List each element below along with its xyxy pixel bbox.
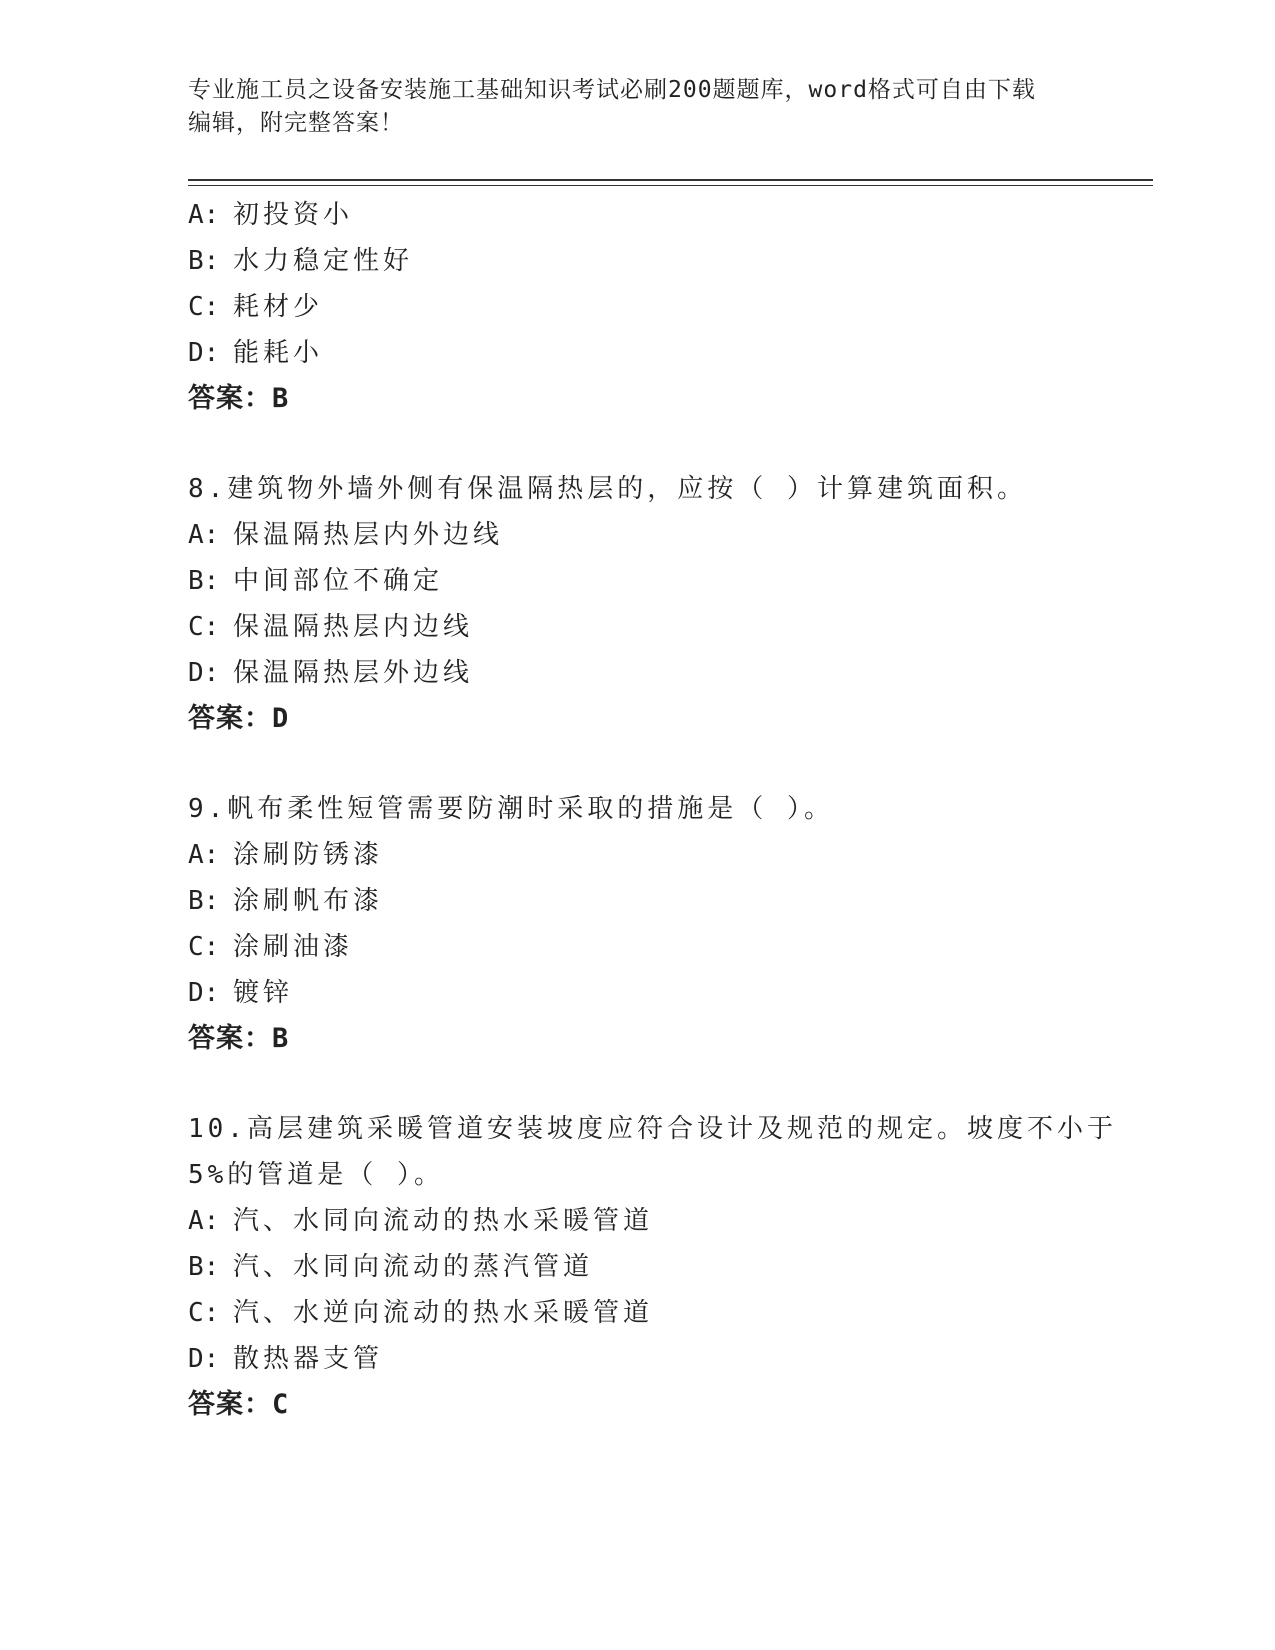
option-letter: A: <box>188 520 220 550</box>
option-d <box>188 330 1088 376</box>
option-letter: B: <box>188 566 220 596</box>
question-list <box>188 192 1117 1428</box>
option-a <box>188 1198 1088 1244</box>
header-divider-thick <box>188 179 1153 181</box>
question-block-9 <box>188 786 1088 1062</box>
question-block-7 <box>188 192 1088 422</box>
option-letter: B: <box>188 246 220 276</box>
option-d <box>188 1336 1088 1382</box>
option-text: 镀锌 <box>233 978 294 1008</box>
document-header <box>188 74 1088 140</box>
option-b <box>188 238 1088 284</box>
spacer <box>188 422 1088 466</box>
question-block-10 <box>188 1106 1117 1428</box>
option-text: 涂刷帆布漆 <box>233 886 384 916</box>
header-divider-thin <box>188 185 1153 186</box>
option-letter: D: <box>188 1344 220 1374</box>
option-text: 汽、水逆向流动的热水采暖管道 <box>233 1298 654 1328</box>
option-text: 保温隔热层外边线 <box>233 658 474 688</box>
question-text-line-1: 10.高层建筑采暖管道安装坡度应符合设计及规范的规定。坡度不小于 <box>188 1114 1117 1144</box>
option-c <box>188 924 1088 970</box>
option-b <box>188 1244 1088 1290</box>
question-block-8 <box>188 466 1088 742</box>
option-letter: D: <box>188 978 220 1008</box>
option-d <box>188 970 1088 1016</box>
option-text: 汽、水同向流动的热水采暖管道 <box>233 1206 654 1236</box>
option-text: 能耗小 <box>233 338 324 368</box>
question-text: 8.建筑物外墙外侧有保温隔热层的，应按（ ）计算建筑面积。 <box>188 474 1027 504</box>
option-text: 保温隔热层内边线 <box>233 612 474 642</box>
option-letter: B: <box>188 886 220 916</box>
option-b <box>188 878 1088 924</box>
option-d <box>188 650 1088 696</box>
answer-label: 答案：D <box>188 703 290 734</box>
spacer <box>188 1062 1088 1106</box>
option-c <box>188 1290 1088 1336</box>
option-a <box>188 832 1088 878</box>
option-c <box>188 284 1088 330</box>
option-letter: D: <box>188 338 220 368</box>
option-text: 涂刷油漆 <box>233 932 354 962</box>
option-a <box>188 512 1088 558</box>
option-letter: C: <box>188 1298 220 1328</box>
option-text: 涂刷防锈漆 <box>233 840 384 870</box>
option-letter: A: <box>188 200 220 230</box>
option-text: 耗材少 <box>233 292 324 322</box>
option-letter: C: <box>188 292 220 322</box>
option-letter: C: <box>188 932 220 962</box>
option-letter: B: <box>188 1252 220 1282</box>
answer-label: 答案：C <box>188 1389 290 1420</box>
question-text: 9.帆布柔性短管需要防潮时采取的措施是（ ）。 <box>188 794 834 824</box>
option-letter: D: <box>188 658 220 688</box>
option-text: 保温隔热层内外边线 <box>233 520 504 550</box>
option-letter: A: <box>188 1206 220 1236</box>
question-text-line-2: 5%的管道是（ ）。 <box>188 1160 444 1190</box>
option-text: 水力稳定性好 <box>233 246 414 276</box>
option-b <box>188 558 1088 604</box>
option-text: 初投资小 <box>233 200 354 230</box>
header-line-2: 编辑，附完整答案！ <box>188 110 404 136</box>
spacer <box>188 742 1088 786</box>
option-letter: A: <box>188 840 220 870</box>
option-text: 散热器支管 <box>233 1344 384 1374</box>
answer-label: 答案：B <box>188 1023 290 1054</box>
option-text: 汽、水同向流动的蒸汽管道 <box>233 1252 594 1282</box>
option-a <box>188 192 1088 238</box>
option-text: 中间部位不确定 <box>233 566 444 596</box>
header-line-1: 专业施工员之设备安装施工基础知识考试必刷200题题库，word格式可自由下载 <box>188 77 1036 103</box>
option-letter: C: <box>188 612 220 642</box>
option-c <box>188 604 1088 650</box>
answer-label: 答案：B <box>188 383 290 414</box>
